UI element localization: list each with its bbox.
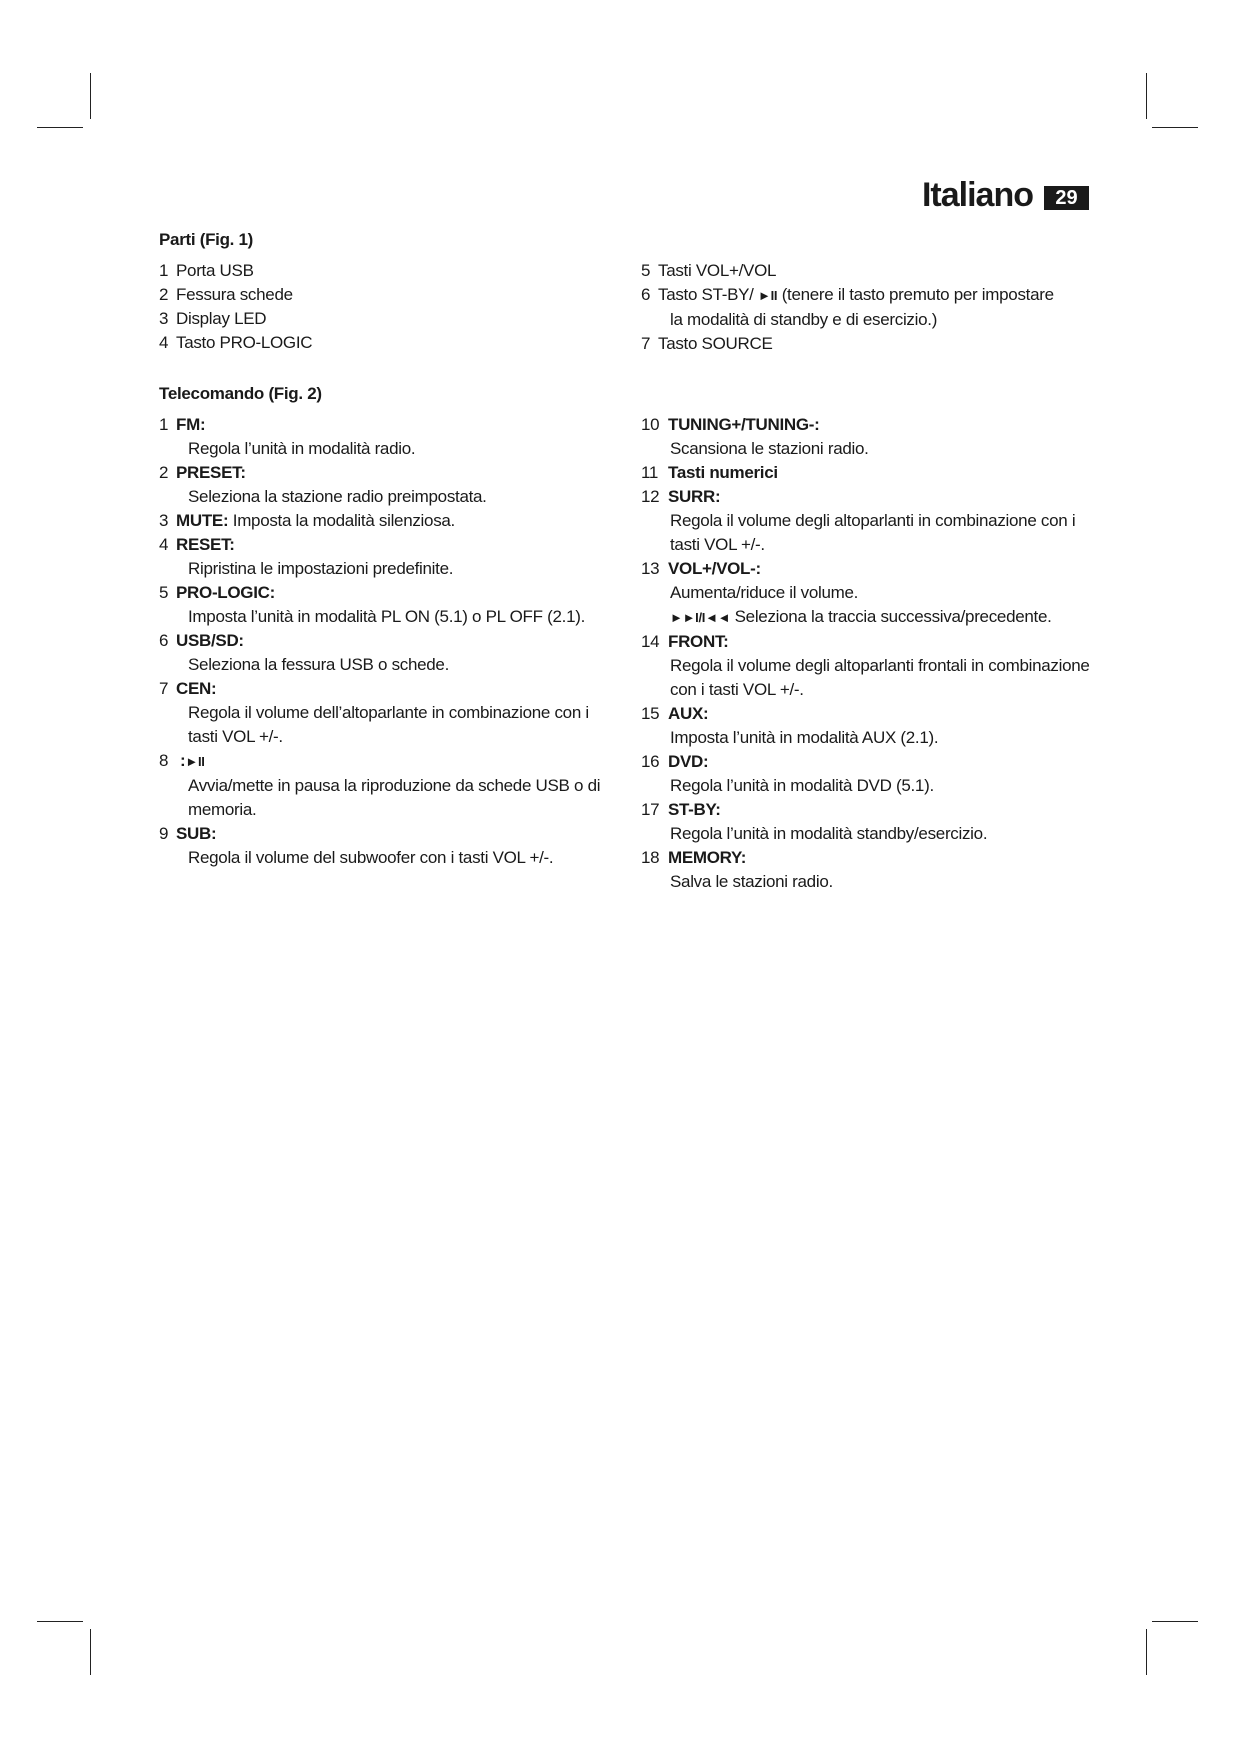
remote-right <box>641 413 1091 894</box>
crop-mark <box>1146 73 1147 119</box>
list-item <box>641 283 1091 308</box>
item-desc: Aumenta/riduce il volume. <box>670 583 859 602</box>
list-item <box>159 413 609 437</box>
item-text: Fessura schede <box>176 285 293 304</box>
item-label: FM: <box>176 415 206 434</box>
item-number: 6 <box>159 631 169 650</box>
item-number: 18 <box>641 848 660 867</box>
list-item <box>159 259 609 283</box>
item-label: PRO-LOGIC: <box>176 583 275 602</box>
crop-mark <box>37 127 83 128</box>
item-number: 7 <box>641 334 651 353</box>
item-number: 14 <box>641 632 660 651</box>
item-number: 15 <box>641 704 660 723</box>
item-number: 7 <box>159 679 169 698</box>
item-desc: Regola il volume del subwoofer con i tasti VOL +/-. <box>188 848 554 867</box>
item-label: VOL+/VOL-: <box>668 559 761 578</box>
item-number: 4 <box>159 535 169 554</box>
item-text: Display LED <box>176 309 267 328</box>
item-text: Tasti VOL+/VOL <box>658 261 777 280</box>
item-desc: Regola il volume degli altoparlanti in combinazione con i tasti VOL +/-. <box>670 511 1076 554</box>
parts-heading: Parti (Fig. 1) <box>159 230 254 249</box>
page-number: 29 <box>1044 186 1089 210</box>
list-item <box>159 677 609 701</box>
item-desc: Regola l’unità in modalità standby/esercizio. <box>670 824 988 843</box>
list-item <box>159 461 609 485</box>
crop-mark <box>37 1621 83 1622</box>
item-number: 2 <box>159 463 169 482</box>
item-desc-text: Seleziona la traccia successiva/precedente. <box>734 607 1052 626</box>
item-number: 2 <box>159 285 169 304</box>
list-item <box>641 630 1091 654</box>
item-number: 1 <box>159 415 169 434</box>
crop-mark <box>90 73 91 119</box>
item-desc: Ripristina le impostazioni predefinite. <box>188 559 454 578</box>
item-label: RESET: <box>176 535 235 554</box>
item-number: 5 <box>159 583 169 602</box>
item-label: ST-BY: <box>668 800 721 819</box>
item-number: 4 <box>159 333 169 352</box>
item-label: CEN: <box>176 679 217 698</box>
item-label: : <box>180 751 186 770</box>
skip-icon: ►►I/I◄◄ <box>670 610 731 625</box>
item-label: SUB: <box>176 824 217 843</box>
item-continuation: la modalità di standby e di esercizio.) <box>670 310 938 329</box>
item-text <box>658 283 1091 308</box>
item-desc: Imposta l’unità in modalità AUX (2.1). <box>670 728 939 747</box>
item-inline-desc: Imposta la modalità silenziosa. <box>232 511 455 530</box>
list-item <box>641 413 1091 437</box>
play-pause-icon: ►II <box>758 288 778 303</box>
item-desc: Salva le stazioni radio. <box>670 872 833 891</box>
list-item <box>641 750 1091 774</box>
list-item <box>159 533 609 557</box>
item-number: 5 <box>641 261 651 280</box>
item-desc: Avvia/mette in pausa la riproduzione da schede USB o di memoria. <box>188 776 601 819</box>
crop-mark <box>1152 1621 1198 1622</box>
item-number: 6 <box>641 285 651 304</box>
crop-mark <box>1146 1629 1147 1675</box>
remote-left <box>159 383 609 870</box>
item-number: 9 <box>159 824 169 843</box>
item-number: 3 <box>159 309 169 328</box>
item-label: DVD: <box>668 752 709 771</box>
item-number: 11 <box>641 463 659 482</box>
item-number: 1 <box>159 261 169 280</box>
parts-right <box>641 259 1091 356</box>
list-item <box>641 557 1091 581</box>
item-number: 8 <box>159 751 169 770</box>
item-desc: Seleziona la fessura USB o schede. <box>188 655 450 674</box>
item-desc: Regola il volume degli altoparlanti frontali in combinazione con i tasti VOL +/-. <box>670 656 1090 699</box>
item-text: Tasto PRO-LOGIC <box>176 333 313 352</box>
list-item <box>641 702 1091 726</box>
item-desc: Imposta l’unità in modalità PL ON (5.1) o PL OFF (2.1). <box>188 607 586 626</box>
list-item <box>159 307 609 331</box>
list-item <box>641 461 1091 485</box>
item-label: USB/SD: <box>176 631 244 650</box>
list-item <box>159 331 609 355</box>
list-item <box>159 822 609 846</box>
item-number: 17 <box>641 800 660 819</box>
item-label: MUTE: <box>176 511 229 530</box>
item-label: PRESET: <box>176 463 246 482</box>
item-label: MEMORY: <box>668 848 747 867</box>
item-text: Porta USB <box>176 261 254 280</box>
list-item <box>641 485 1091 509</box>
item-desc: Regola il volume dell’altoparlante in combinazione con i tasti VOL +/-. <box>188 703 589 746</box>
item-number: 16 <box>641 752 660 771</box>
item-desc: Seleziona la stazione radio preimpostata. <box>188 487 487 506</box>
list-item <box>159 581 609 605</box>
list-item <box>641 798 1091 822</box>
item-text: Tasto SOURCE <box>658 334 773 353</box>
list-item <box>641 259 1091 283</box>
item-label: AUX: <box>668 704 709 723</box>
item-label: TUNING+/TUNING-: <box>668 415 820 434</box>
item-number: 3 <box>159 511 169 530</box>
list-item <box>641 332 1091 356</box>
list-item <box>159 749 609 774</box>
list-item <box>159 283 609 307</box>
list-item <box>641 846 1091 870</box>
remote-heading: Telecomando (Fig. 2) <box>159 384 322 403</box>
crop-mark <box>90 1629 91 1675</box>
item-number: 12 <box>641 487 660 506</box>
item-desc: Scansiona le stazioni radio. <box>670 439 869 458</box>
crop-mark <box>1152 127 1198 128</box>
list-item <box>159 629 609 653</box>
item-text-b: (tenere il tasto premuto per impostare <box>781 285 1054 304</box>
parts-left <box>159 229 609 355</box>
language-title: Italiano <box>921 176 1033 214</box>
item-label: Tasti numerici <box>668 463 778 482</box>
list-item <box>159 509 609 533</box>
item-desc: Regola l’unità in modalità radio. <box>188 439 416 458</box>
item-desc: Regola l’unità in modalità DVD (5.1). <box>670 776 934 795</box>
item-label: SURR: <box>668 487 721 506</box>
item-text-a: Tasto ST-BY/ <box>658 285 754 304</box>
item-number: 13 <box>641 559 660 578</box>
item-number: 10 <box>641 415 660 434</box>
play-pause-icon: ►II <box>185 754 205 769</box>
item-label: FRONT: <box>668 632 729 651</box>
item-desc-skip <box>641 605 1091 630</box>
